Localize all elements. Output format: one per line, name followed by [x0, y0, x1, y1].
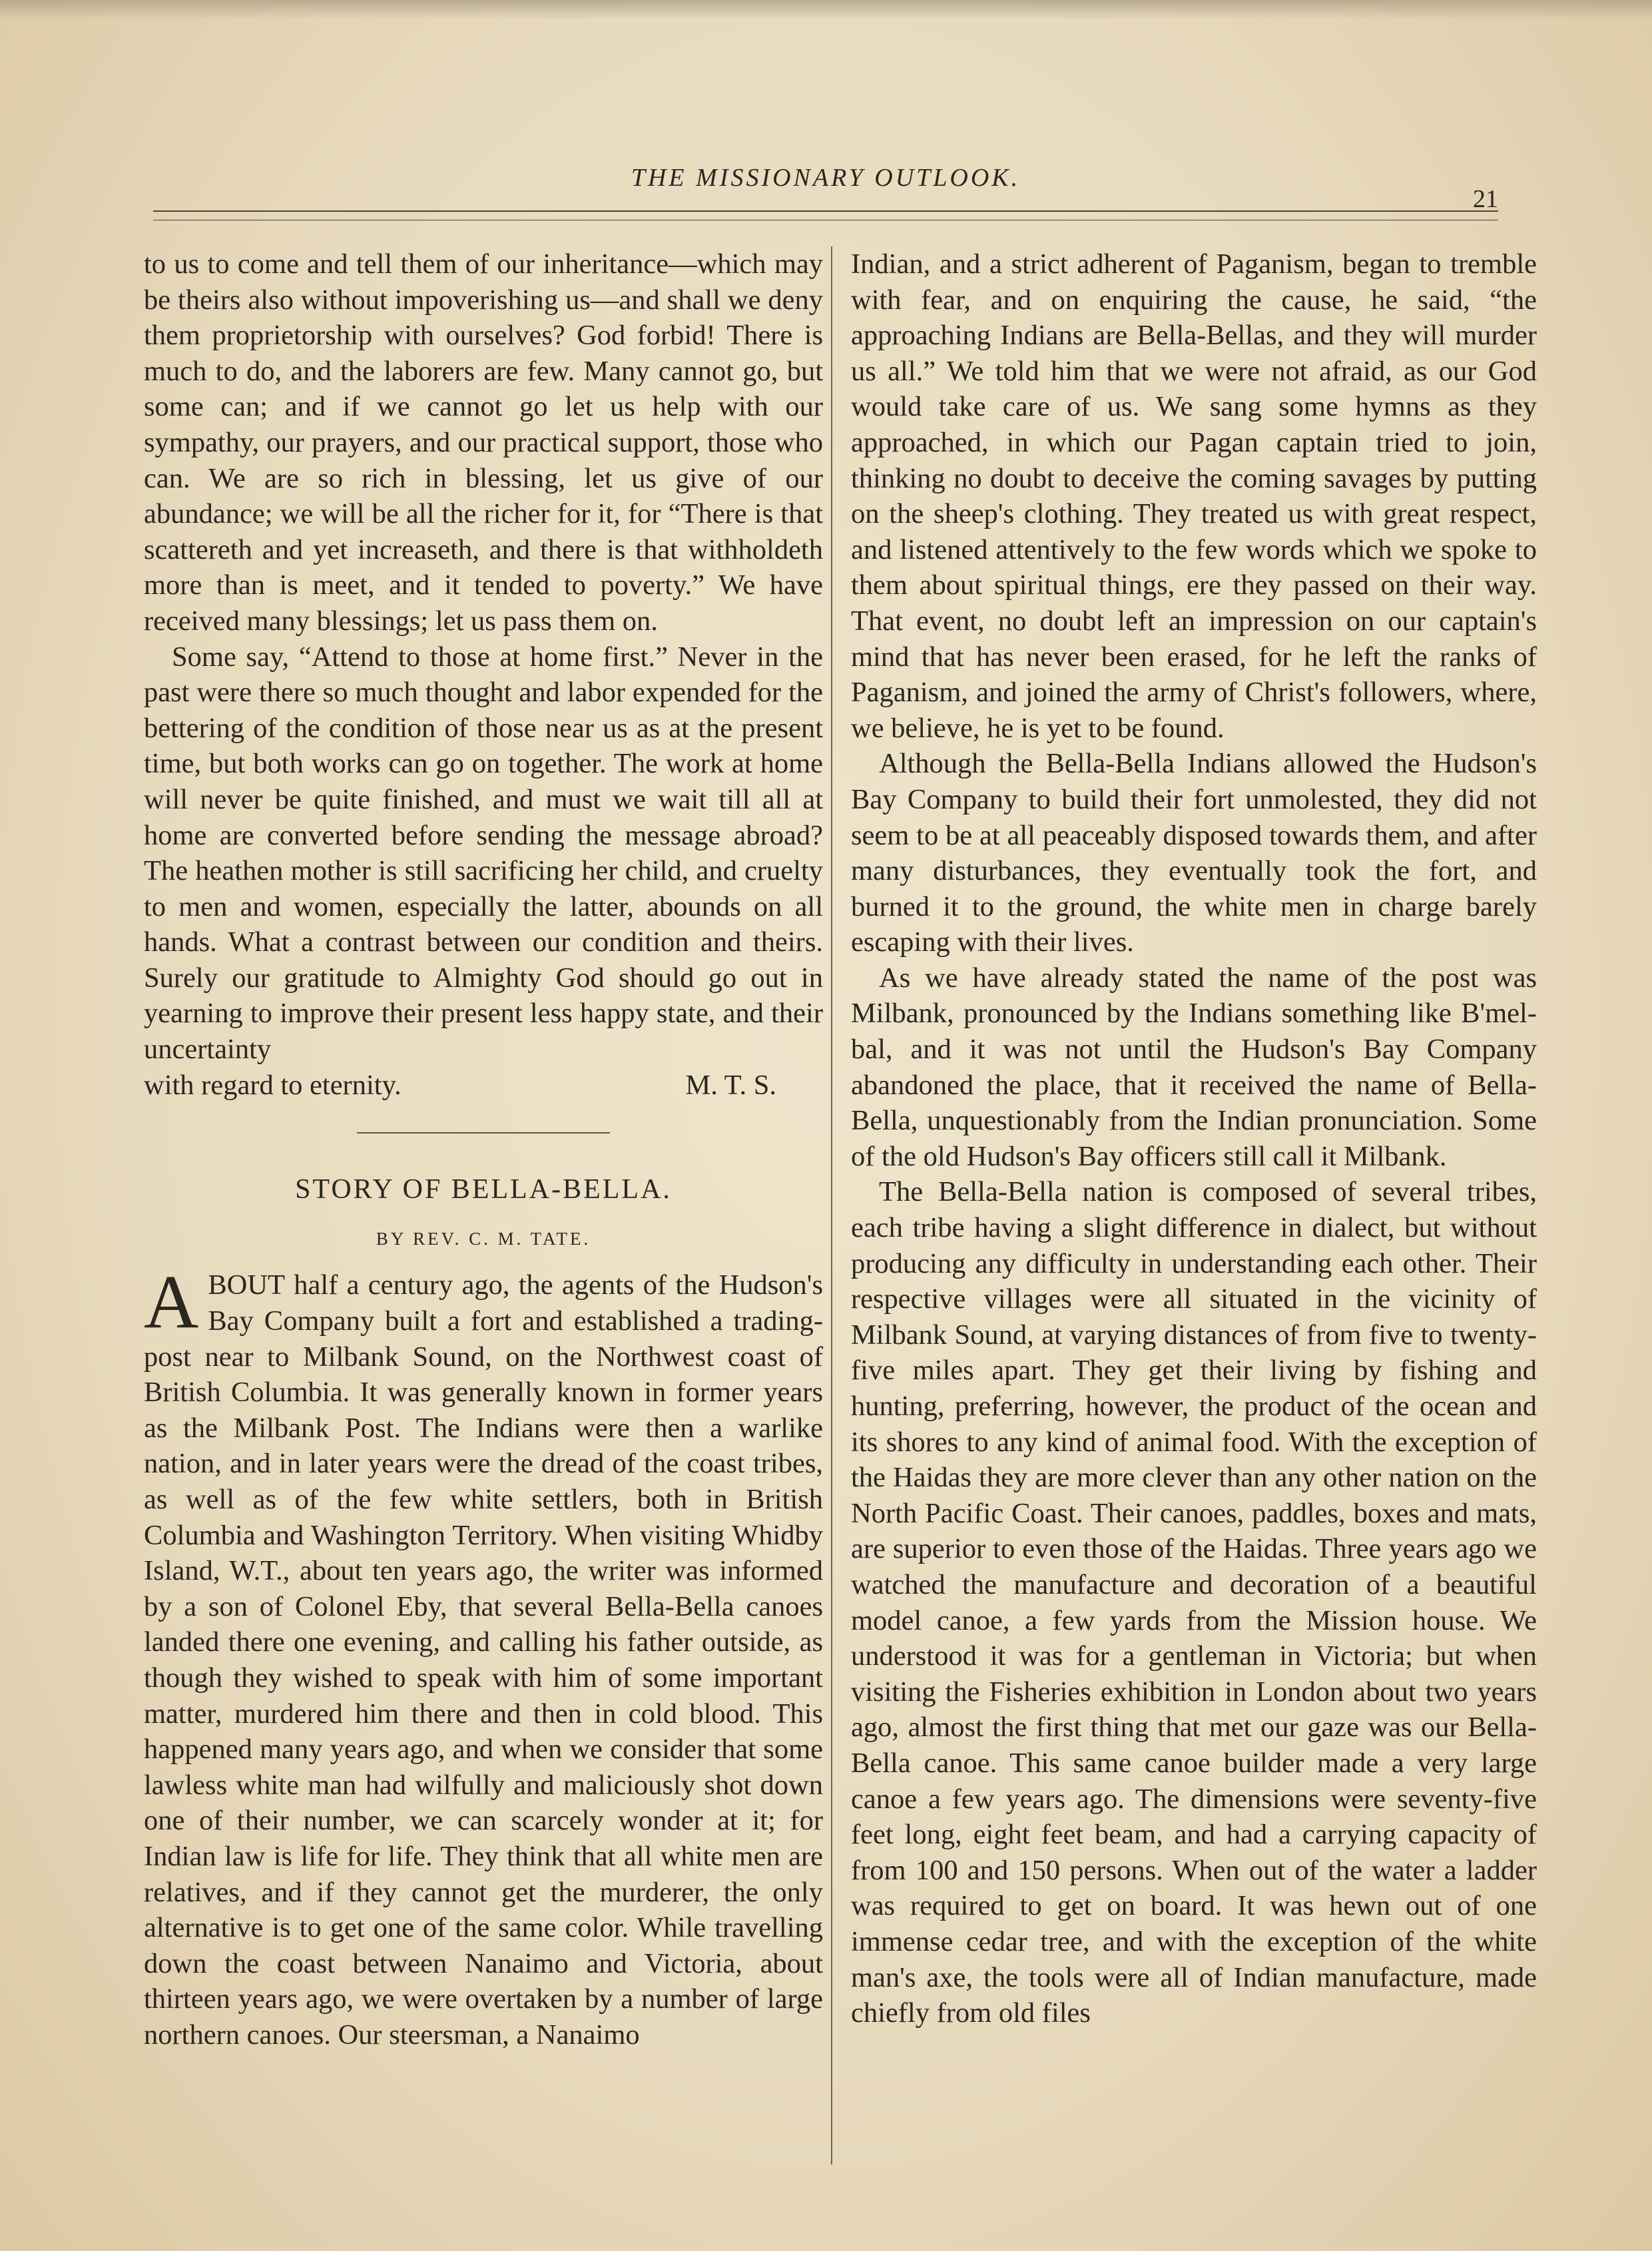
story-paragraph-1-text: half a century ago, the agents of the Hudson's Bay Company built a fort and established a trading-post near to Milbank Sound, on the Northwest coast of British Columbia. It was generally known in former years as the Milbank Post. The Indians were then a warlike nation, and in later years were the dread of the coast tribes, as well as of the few white settlers, both in British Columbia and Washington Territory. When visiting Whidby Island, W.T., about ten years ago, the writer was informed by a son of Colonel Eby, that several Bella-Bella canoes landed there one evening, and calling his father outside, as though they wished to speak with him of some important matter, murdered him there and then in cold blood. This happened many years ago, and when we consider that some lawless white man had wilfully and maliciously shot down one of their number, we can scarcely wonder at it; for Indian law is life for life. They think that all white men are relatives, and if they cannot get the murderer, the only alternative is to get one of the same color. While travelling down the coast between Nanaimo and Victoria, about thirteen years ago, we were overtaken by a number of large northern canoes. Our steersman, a Nanaimo	[144, 1269, 823, 2051]
page-header	[153, 163, 1498, 213]
right-paragraph-2: Although the Bella-Bella Indians allowed the Hudson's Bay Company to build their fort unmolested, they did not seem to be at all peaceably disposed towards them, and after many disturbances, they eventually took the fort, and burned it to the ground, the white men in charge barely escaping with their lives.	[851, 748, 1537, 958]
story-paragraph-1	[144, 1259, 823, 2053]
running-title: THE MISSIONARY OUTLOOK.	[631, 164, 1021, 192]
left-paragraph-1: to us to come and tell them of our inheritance—which may be theirs also without impoverishing us—and shall we deny them proprietorship with ourselves? God forbid! There is much to do, and the laborers are few. Many cannot go, but some can; and if we cannot go let us help with our sympathy, our prayers, and our practical support, those who can. We are so rich in blessing, let us give of our abundance; we will be all the richer for it, for “There is that scattereth and yet increaseth, and there is that withholdeth more than is meet, and it tended to poverty.” We have received many blessings; let us pass them on.	[144, 248, 823, 637]
story-title: STORY OF BELLA-BELLA.	[295, 1174, 672, 1205]
story-byline: BY REV. C. M. TATE.	[376, 1228, 591, 1249]
header-rule	[153, 210, 1498, 220]
right-column	[851, 246, 1537, 2031]
column-divider	[831, 246, 832, 2164]
right-paragraph-4: The Bella-Bella nation is composed of several tribes, each tribe having a slight difference in dialect, but without producing any difficulty in understanding each other. Their respective villages were all situated in the vicinity of Milbank Sound, at varying distances of from five to twenty-five miles apart. They get their living by fishing and hunting, preferring, however, the product of the ocean and its shores to any kind of animal food. With the exception of the Haidas they are more clever than any other nation on the North Pacific Coast. Their canoes, paddles, boxes and mats, are superior to even those of the Haidas. Three years ago we watched the manufacture and decoration of a beautiful model canoe, a few yards from the Mission house. We understood it was for a gentleman in Victoria; but when visiting the Fisheries exhibition in London about two years ago, almost the first thing that met our gaze was our Bella-Bella canoe. This same canoe builder made a very large canoe a few years ago. The dimensions were seventy-five feet long, eight feet beam, and had a carrying capacity of from 100 and 150 persons. When out of the water a ladder was required to get on board. It was hewn out of one immense cedar tree, and with the exception of the white man's axe, the tools were all of Indian manufacture, made chiefly from old files	[851, 1176, 1537, 2029]
page-number: 21	[1473, 185, 1498, 213]
author-signature: M. T. S.	[685, 1069, 776, 1101]
left-paragraph-2: Some say, “Attend to those at home first.” Never in the past were there so much thought and labor expended for the bettering of the condition of those near us as at the present time, but both works can go on together. The work at home will never be quite finished, and must we wait till all at home are converted before sending the message abroad? The heathen mother is still sacrificing her child, and cruelty to men and women, especially the latter, abounds on all hands. What a contrast between our condition and theirs. Surely our gratitude to Almighty God should go out in yearning to improve their present less happy state, and their uncertainty	[144, 641, 823, 1066]
page-edge-shadow	[0, 0, 1652, 20]
right-paragraph-3: As we have already stated the name of the post was Milbank, pronounced by the Indians something like B'mel-bal, and it was not until the Hudson's Bay Company abandoned the place, that it received the name of Bella-Bella, unquestionably from the Indian pronunciation. Some of the old Hudson's Bay officers still call it Milbank.	[851, 962, 1537, 1172]
drop-cap: A	[144, 1259, 199, 1345]
story-lead-word: BOUT	[208, 1269, 286, 1301]
left-paragraph-2-end: with regard to eternity.	[144, 1069, 402, 1101]
section-divider	[357, 1132, 610, 1133]
right-paragraph-1: Indian, and a strict adherent of Paganism, began to tremble with fear, and on enquiring the cause, he said, “the approaching Indians are Bella-Bellas, and they will murder us all.” We told him that we were not afraid, as our God would take care of us. We sang some hymns as they approached, in which our Pagan captain tried to join, thinking no doubt to deceive the coming savages by putting on the sheep's clothing. They treated us with great respect, and listened attentively to the few words which we spoke to them about spiritual things, ere they passed on their way. That event, no doubt left an impression on our captain's mind that has never been erased, for he left the ranks of Paganism, and joined the army of Christ's followers, where, we believe, he is yet to be found.	[851, 248, 1537, 744]
signature-line	[144, 1068, 823, 1104]
left-column	[144, 246, 823, 2053]
